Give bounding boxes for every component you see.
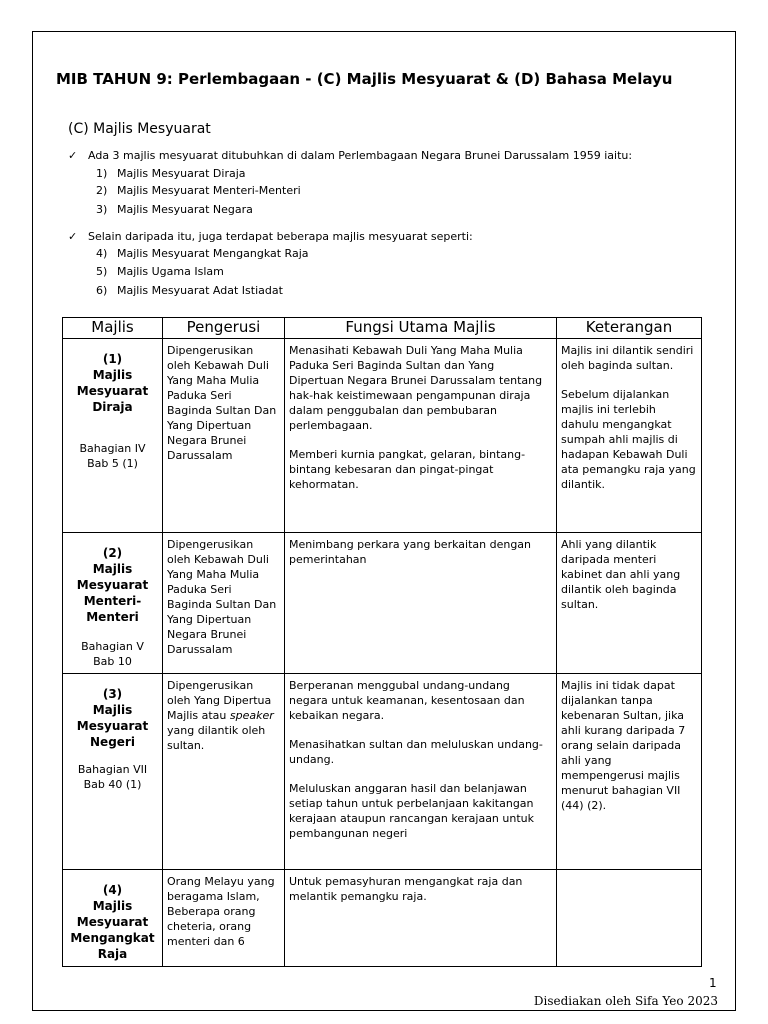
keterangan-cell: Ahli yang dilantik daripada menteri kabinet dan ahli yang dilantik oleh baginda sultan.	[557, 533, 702, 674]
bullet-item	[68, 230, 473, 243]
list-item: 2) Majlis Mesyuarat Menteri-Menteri	[96, 184, 301, 197]
table-row	[63, 870, 702, 967]
keterangan-cell: Majlis ini dilantik sendiri oleh baginda sultan. Sebelum dijalankan majlis ini terlebih dahulu mengangkat sumpah ahli majlis di hadapan Kebawah Duli ata pemangku raja yang dilantik.	[557, 339, 702, 533]
table-row	[63, 674, 702, 870]
header-majlis: Majlis	[63, 318, 163, 339]
header-keterangan: Keterangan	[557, 318, 702, 339]
footer-credit: Disediakan oleh Sifa Yeo 2023	[533, 994, 718, 1008]
pengerusi-cell: Orang Melayu yang beragama Islam, Beberapa orang cheteria, orang menteri dan 6	[163, 870, 285, 967]
list-item: 6) Majlis Mesyuarat Adat Istiadat	[96, 284, 283, 297]
checkmark-icon: ✓	[68, 230, 78, 243]
bullet-text: Ada 3 majlis mesyuarat ditubuhkan di dalam Perlembagaan Negara Brunei Darussalam 1959 iaitu:	[88, 149, 633, 162]
fungsi-cell: Berperanan menggubal undang-undang negara untuk keamanan, kesentosaan dan kebaikan negara. Menasihatkan sultan dan meluluskan undang-undang. Meluluskan anggaran hasil dan belanjawan setiap tahun untuk perbelanjaan kakitangan kerajaan ataupun rancangan kerajaan untuk pembangunan negeri	[285, 674, 557, 870]
header-fungsi: Fungsi Utama Majlis	[285, 318, 557, 339]
bullet-text: Selain daripada itu, juga terdapat beberapa majlis mesyuarat seperti:	[88, 230, 473, 243]
list-item: 1) Majlis Mesyuarat Diraja	[96, 167, 246, 180]
list-item: 4) Majlis Mesyuarat Mengangkat Raja	[96, 247, 309, 260]
pengerusi-cell: Dipengerusikan oleh Yang Dipertua Majlis atau speaker yang dilantik oleh sultan.	[163, 674, 285, 870]
checkmark-icon: ✓	[68, 149, 78, 162]
pengerusi-cell: Dipengerusikan oleh Kebawah Duli Yang Maha Mulia Paduka Seri Baginda Sultan Dan Yang Dipertuan Negara Brunei Darussalam	[163, 533, 285, 674]
majlis-cell: (1) Majlis Mesyuarat Diraja Bahagian IV Bab 5 (1)	[63, 339, 163, 533]
majlis-cell: (2) Majlis Mesyuarat Menteri- Menteri Bahagian V Bab 10	[63, 533, 163, 674]
pengerusi-cell: Dipengerusikan oleh Kebawah Duli Yang Maha Mulia Paduka Seri Baginda Sultan Dan Yang Dipertuan Negara Brunei Darussalam	[163, 339, 285, 533]
section-heading: (C) Majlis Mesyuarat	[68, 121, 211, 137]
majlis-cell: (4) Majlis Mesyuarat Mengangkat Raja	[63, 870, 163, 967]
header-pengerusi: Pengerusi	[163, 318, 285, 339]
keterangan-cell: Majlis ini tidak dapat dijalankan tanpa kebenaran Sultan, jika ahli kurang daripada 7 orang selain daripada ahli yang mempengerusi majlis menurut bahagian VII (44) (2).	[557, 674, 702, 870]
bullet-item	[68, 149, 632, 162]
table-row	[63, 339, 702, 533]
fungsi-cell: Untuk pemasyhuran mengangkat raja dan melantik pemangku raja.	[285, 870, 557, 967]
keterangan-cell	[557, 870, 702, 967]
fungsi-cell: Menasihati Kebawah Duli Yang Maha Mulia Paduka Seri Baginda Sultan dan Yang Dipertuan Negara Brunei Darussalam tentang hak-hak keistimewaan pengampunan diraja dalam penggubalan dan pembubaran perlembagaan. Memberi kurnia pangkat, gelaran, bintang-bintang kebesaran dan pingat-pingat kehormatan.	[285, 339, 557, 533]
page-number: 1	[709, 976, 717, 990]
table-row	[63, 533, 702, 674]
list-item: 5) Majlis Ugama Islam	[96, 265, 224, 278]
table-header-row	[63, 318, 702, 339]
majlis-cell: (3) Majlis Mesyuarat Negeri Bahagian VII Bab 40 (1)	[63, 674, 163, 870]
document-title: MIB TAHUN 9: Perlembagaan - (C) Majlis Mesyuarat & (D) Bahasa Melayu	[56, 70, 673, 88]
fungsi-cell: Menimbang perkara yang berkaitan dengan pemerintahan	[285, 533, 557, 674]
majlis-table	[62, 317, 702, 967]
list-item: 3) Majlis Mesyuarat Negara	[96, 203, 253, 216]
